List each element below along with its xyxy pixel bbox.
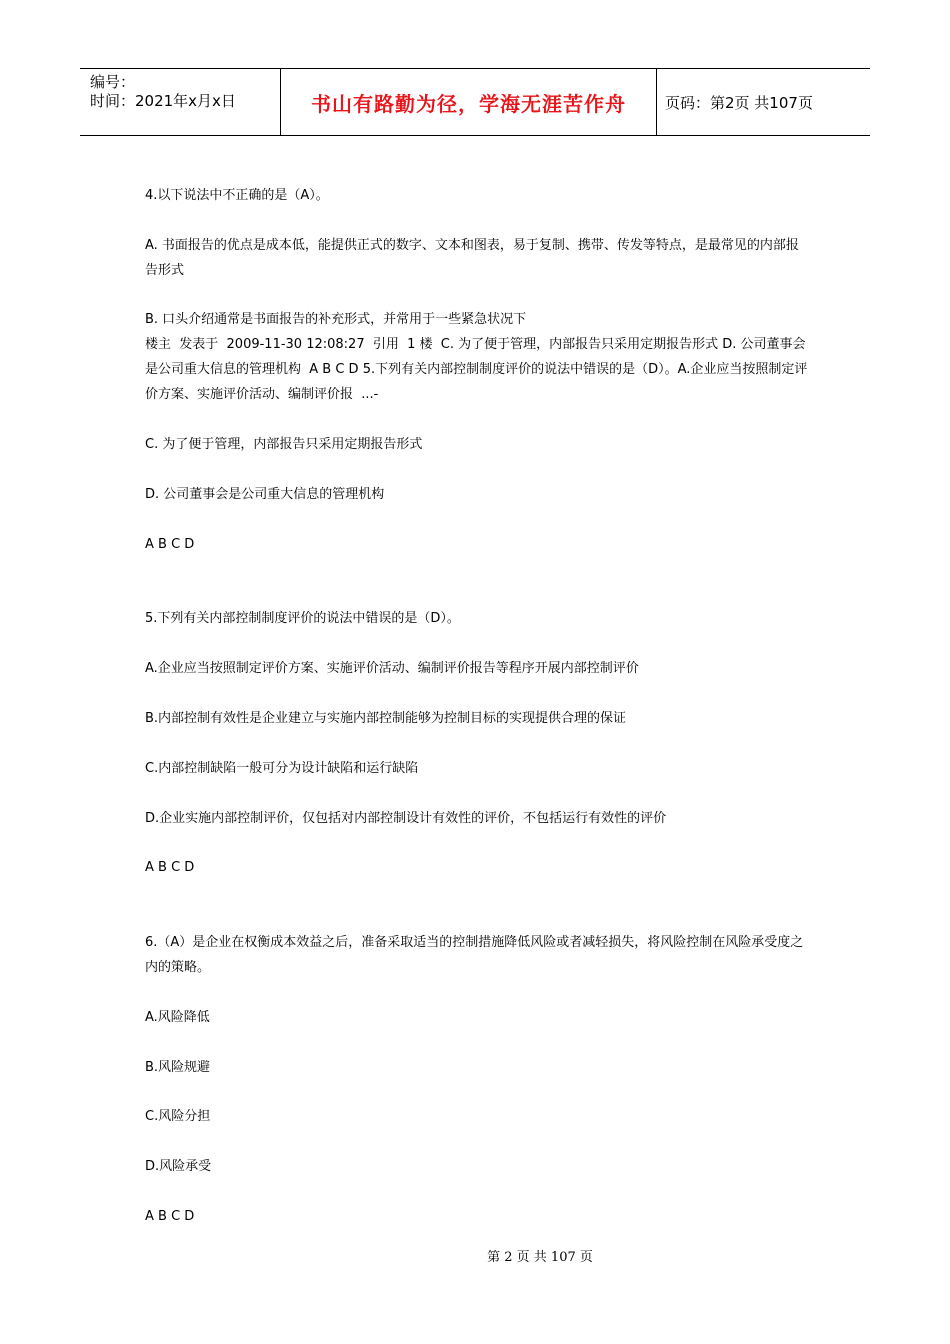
question-6-option-c: C.风险分担 — [145, 1109, 211, 1124]
question-6-option-d: D.风险承受 — [145, 1159, 212, 1174]
question-6-stem: 6.（A）是企业在权衡成本效益之后，准备采取适当的控制措施降低风险或者减轻损失，将风险控制在风险承受度之内的策略。 — [145, 935, 804, 975]
question-4-option-b-with-forum-excerpt: B. 口头介绍通常是书面报告的补充形式，并常用于一些紧急状况下 楼主 发表于 2009-11-30 12:08:27 引用 1 楼 C. 为了便于管理，内部报告只采用定期报告形式 D. 公司董事会是公司重大信息的管理机构 A B C D 5.下列有关内部控制制度评价的说法中错误的是（D）。A.企业应当按照制定评价方案、实施评价活动、编制评价报 ...- — [145, 312, 808, 402]
question-5-option-b: B.内部控制有效性是企业建立与实施内部控制能够为控制目标的实现提供合理的保证 — [145, 711, 627, 726]
question-4-option-a: A. 书面报告的优点是成本低，能提供正式的数字、文本和图表，易于复制、携带、传发等特点，是最常见的内部报告形式 — [145, 238, 799, 278]
header-motto: 书山有路勤为径，学海无涯苦作舟 — [281, 69, 657, 135]
question-5-option-c: C.内部控制缺陷一般可分为设计缺陷和运行缺陷 — [145, 761, 419, 776]
document-number-label: 编号： — [90, 73, 136, 91]
question-6-option-b: B.风险规避 — [145, 1060, 211, 1075]
question-4-stem: 4.以下说法中不正确的是（A）。 — [145, 188, 329, 203]
question-6-option-a: A.风险降低 — [145, 1010, 210, 1025]
question-4-answer-choices: A B C D — [145, 537, 195, 552]
question-4-option-d: D. 公司董事会是公司重大信息的管理机构 — [145, 487, 385, 502]
question-5-answer-choices: A B C D — [145, 860, 195, 875]
question-4-option-c: C. 为了便于管理，内部报告只采用定期报告形式 — [145, 437, 423, 452]
header-page-number: 页码：第2页 共107页 — [665, 93, 813, 112]
document-time-label: 时间：2021年x月x日 — [90, 92, 236, 110]
question-6-answer-choices: A B C D — [145, 1209, 195, 1224]
page-header — [80, 68, 870, 136]
question-5-stem: 5.下列有关内部控制制度评价的说法中错误的是（D）。 — [145, 611, 460, 626]
page-footer: 第 2 页 共 107 页 — [487, 1250, 593, 1265]
question-5-option-a: A.企业应当按照制定评价方案、实施评价活动、编制评价报告等程序开展内部控制评价 — [145, 661, 639, 676]
header-meta — [80, 69, 281, 135]
question-5-option-d: D.企业实施内部控制评价，仅包括对内部控制设计有效性的评价，不包括运行有效性的评价 — [145, 811, 667, 826]
